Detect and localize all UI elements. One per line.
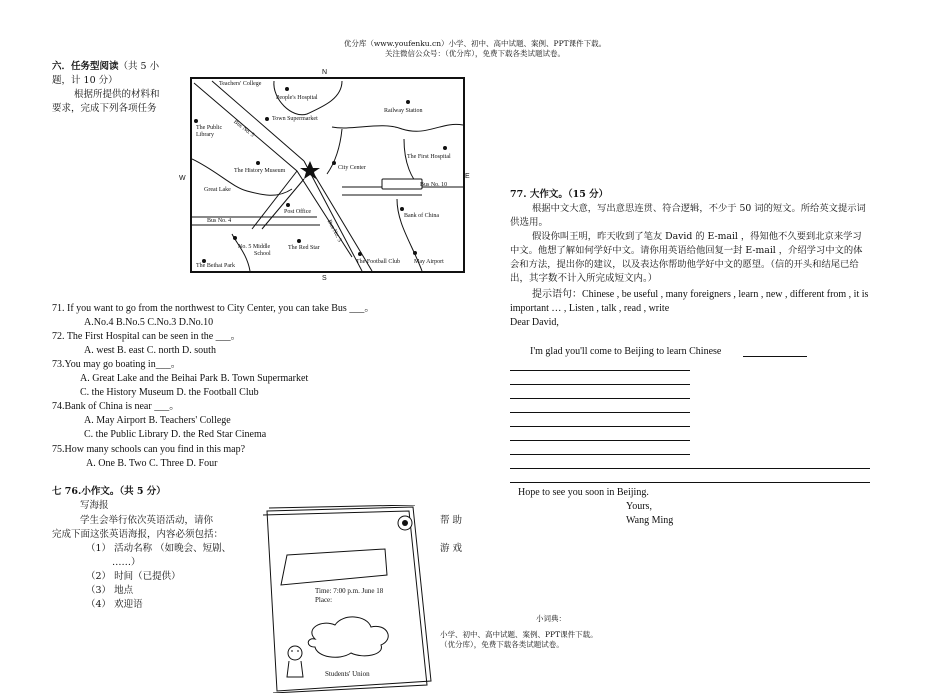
answer-line (510, 468, 870, 469)
cartoon-figure-icon (287, 646, 303, 677)
answer-line (510, 412, 690, 413)
map-label-post-office: Post Office (284, 209, 312, 215)
section-7-para-1a: 学生会举行依次英语活动，请你 (80, 515, 214, 526)
compass-south: S (322, 275, 327, 282)
city-center-star-icon (300, 161, 320, 179)
letter-yours: Yours, (626, 501, 652, 512)
answer-line (510, 370, 690, 371)
answer-line (510, 482, 870, 483)
letter-opening: I'm glad you'll come to Beijing to learn Chinese (530, 346, 722, 357)
map-label-history-museum: The History Museum (234, 168, 286, 174)
section-6-instruction-2: 要求，完成下列各项任务 (52, 103, 157, 114)
map-label-bus-10: Bus No. 10 (420, 182, 448, 188)
map-label-beihai-park: The Beihai Park (196, 263, 235, 269)
question-72-options: A. west B. east C. north D. south (84, 345, 216, 356)
map-label-town-supermarket: Town Supermarket (272, 116, 318, 122)
map-label-bank-of-china: Bank of China (404, 213, 439, 219)
section-77-para-2d: 出，其字数不计入所完成短文内。） (510, 273, 658, 284)
question-74: 74.Bank of China is near ___。 (52, 401, 180, 412)
section-77-para-1: 根据中文大意，写出意思连贯、符合逻辑，不少于 50 词的短文。所给英文提示词 (532, 203, 866, 214)
answer-line (743, 356, 807, 357)
letter-signature: Wang Ming (626, 515, 674, 526)
poster-students-union: Students' Union (325, 670, 370, 678)
map-label-bus-5: Bus No. 5 (232, 119, 256, 139)
section-6-instruction-1: 根据所提供的材料和 (74, 89, 160, 100)
map-label-library: Library (196, 132, 214, 138)
question-75-options: A. One B. Two C. Three D. Four (86, 458, 218, 469)
section-6-score: （共 5 小 (118, 61, 160, 72)
section-7-para-2: 完成下面这张英语海报，内容必须包括： (52, 529, 224, 540)
section-7-item-1c: ……） (112, 557, 141, 568)
compass-west: W (179, 175, 186, 182)
map-label-first-hospital: The First Hospital (407, 154, 451, 160)
answer-line (510, 426, 690, 427)
section-77-para-2: 假设你叫王明，昨天收到了笔友 David 的 E-mail ，得知他不久要到北京来学习 (532, 231, 862, 242)
pin-icon (398, 516, 412, 530)
section-77-hint: 提示语句：Chinese , be useful , many foreigners , learn , new , different from , it is (532, 289, 869, 300)
map-label-railway-station: Railway Station (384, 108, 423, 114)
section-77-title: 77. 大作文。（15 分） (510, 189, 609, 200)
question-74-options-2: C. the Public Library D. the Red Star Cinema (84, 429, 267, 440)
section-77-para-2b: 中文。他想了解如何学好中文。请你用英语给他回复一封 E-mail ，介绍学习中文的体 (510, 245, 863, 256)
compass-east: E (465, 173, 470, 180)
map-label-football-club: The Football Club (356, 259, 400, 265)
footer-line-2: （优分库），免费下载各类试题试卷。 (440, 640, 564, 649)
section-7-item-3: （3） 地点 (86, 585, 134, 596)
map-label-bus-4: Bus No. 4 (207, 218, 232, 224)
answer-line (510, 454, 690, 455)
section-77-para-1b: 供选用。 (510, 217, 549, 228)
section-7-para-1b: 帮 助 (440, 515, 463, 526)
section-6-score-line2: 题，计 10 分） (52, 75, 118, 86)
poster-frame (255, 505, 435, 693)
section-77-para-2c: 会和方法，提出你的建议，以及表达你帮助他学好中文的愿望。（信的开头和结尾已给 (510, 259, 859, 270)
footer-line-1: 小学、初中、高中试题、案例、PPT课件下载。 (440, 630, 598, 639)
map-label-great-lake: Great Lake (204, 187, 231, 193)
map-label-city-center: City Center (338, 165, 366, 171)
map-label-middle-school: No. 5 Middle (238, 244, 271, 250)
question-72: 72. The First Hospital can be seen in the ___。 (52, 331, 241, 342)
poster-place: Place: (315, 596, 333, 604)
question-71-options: A.No.4 B.No.5 C.No.3 D.No.10 (84, 317, 214, 328)
map-label-school: School (254, 251, 271, 257)
question-73-options-2: C. the History Museum D. the Football Club (80, 387, 259, 398)
section-7-item-1: （1） 活动名称 （如晚会、短剧、 (86, 543, 232, 554)
section-7-subtitle: 写海报 (80, 500, 109, 511)
question-73: 73.You may go boating in___。 (52, 359, 181, 370)
question-71: 71. If you want to go from the northwest to City Center, you can take Bus ___。 (52, 303, 375, 314)
letter-greeting: Dear David, (510, 317, 559, 328)
section-6-heading (52, 60, 159, 74)
poster-time: Time: 7:00 p.m. June 18 (315, 587, 384, 595)
header-line-1: 优分库（www.youfenku.cn）小学、初中、高中试题、案例、PPT课件下载。 (343, 39, 607, 48)
section-6-title: 六．任务型阅读 (52, 61, 119, 72)
map-label-red-star: The Red Star (288, 245, 320, 251)
question-73-options-1: A. Great Lake and the Beihai Park B. Town Supermarket (80, 373, 309, 384)
map-label-public-library: The Public (196, 125, 223, 131)
map-label-teachers-college: Teachers' College (219, 81, 262, 87)
section-7-item-4: （4） 欢迎语 (86, 599, 143, 610)
section-7-item-1b: 游 戏 (440, 543, 463, 554)
city-map (190, 77, 465, 273)
poster-illustration (255, 505, 435, 693)
answer-line (510, 440, 690, 441)
question-75: 75.How many schools can you find in this map? (52, 444, 246, 455)
answer-line (510, 398, 690, 399)
map-label-may-airport: May Airport (414, 259, 444, 265)
header-line-2: 关注微信公众号：（优分库），免费下载各类试题试卷。 (385, 49, 565, 58)
section-77-hint-2: important … , Listen , talk , read , write (510, 303, 670, 314)
map-label-bus-3: Bus No. 3 (325, 219, 343, 244)
section-7-item-2: （2） 时间（已提供） (86, 571, 181, 582)
letter-closing: Hope to see you soon in Beijing. (518, 487, 649, 498)
map-label-peoples-hospital: People's Hospital (276, 95, 318, 101)
section-7-title: 七 76.小作文。（共 5 分） (52, 486, 166, 497)
footer-dictionary: 小词典： (536, 614, 566, 623)
compass-north: N (322, 69, 328, 76)
question-74-options-1: A. May Airport B. Teachers' College (84, 415, 231, 426)
answer-line (510, 384, 690, 385)
